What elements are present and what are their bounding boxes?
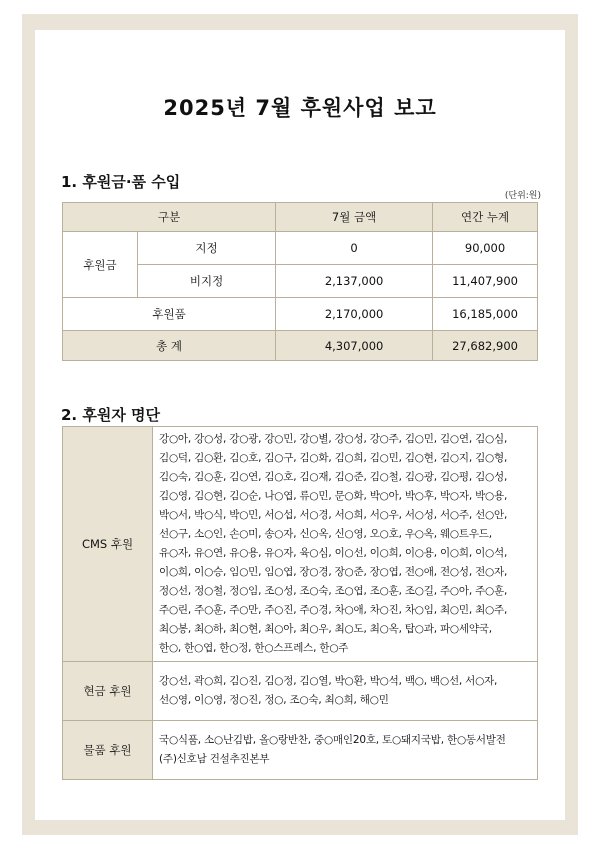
goods-month: 2,170,000: [276, 298, 433, 331]
list-item: 주○린, 주○훈, 주○만, 주○진, 주○경, 차○애, 차○진, 차○임, 최○민, 최○주,: [159, 604, 508, 616]
cash-donor-list: [153, 662, 538, 721]
list-item: 한○, 한○엽, 한○정, 한○스프레스, 한○주: [159, 642, 349, 654]
total-month: 4,307,000: [276, 331, 433, 361]
total-label: 총 계: [63, 331, 276, 361]
goods-donor-list: [153, 721, 538, 780]
table-header-row: [63, 203, 538, 232]
list-item: (주)신호남 건설추진본부: [159, 753, 270, 765]
table-row: [63, 662, 538, 721]
list-item: 강○아, 강○성, 강○광, 강○민, 강○별, 강○성, 강○주, 김○민, 김○연, 김○심,: [159, 433, 508, 445]
table-row: [63, 298, 538, 331]
section-heading-donors: 2. 후원자 명단: [61, 406, 161, 424]
total-row: [63, 331, 538, 361]
list-item: 김○숙, 김○훈, 김○연, 김○호, 김○재, 김○준, 김○철, 김○광, 김○평, 김○성,: [159, 471, 508, 483]
cash-donation-label: 현금 후원: [63, 662, 153, 721]
list-item: 강○선, 곽○희, 김○진, 김○정, 김○열, 박○환, 박○석, 백○, 백○선, 서○자,: [159, 675, 498, 687]
table-row: [63, 232, 538, 265]
unit-label: (단위:원): [504, 191, 541, 201]
table-row: [63, 427, 538, 662]
list-item: 최○봉, 최○하, 최○현, 최○아, 최○우, 최○도, 최○옥, 탑○과, 파○세약국,: [159, 623, 492, 635]
header-category: 구분: [63, 203, 276, 232]
section-heading-income: 1. 후원금·품 수입: [61, 173, 181, 191]
list-item: 김○영, 김○현, 김○순, 나○엽, 류○민, 문○화, 박○아, 박○후, 박○자, 박○용,: [159, 490, 508, 502]
nondesignated-label: 비지정: [138, 265, 276, 298]
document-page: [35, 30, 565, 820]
designated-label: 지정: [138, 232, 276, 265]
nondesignated-year: 11,407,900: [433, 265, 538, 298]
list-item: 국○식품, 소○난김밥, 올○랑반찬, 중○매인20호, 토○돼지국밥, 한○동서발전: [159, 734, 506, 746]
total-year: 27,682,900: [433, 331, 538, 361]
donor-table: [62, 426, 538, 780]
goods-year: 16,185,000: [433, 298, 538, 331]
income-table: [62, 202, 538, 361]
goods-label: 후원품: [63, 298, 276, 331]
header-annual-total: 연간 누계: [433, 203, 538, 232]
list-item: 선○구, 소○인, 손○미, 송○자, 신○옥, 신○영, 오○호, 우○옥, 웨○트우드,: [159, 528, 492, 540]
goods-donation-label: 물품 후원: [63, 721, 153, 780]
list-item: 김○덕, 김○환, 김○호, 김○구, 김○화, 김○희, 김○민, 김○현, 김○지, 김○형,: [159, 452, 508, 464]
nondesignated-month: 2,137,000: [276, 265, 433, 298]
header-month-amount: 7월 금액: [276, 203, 433, 232]
cash-label: 후원금: [63, 232, 138, 298]
page-title: 2025년 7월 후원사업 보고: [163, 96, 437, 120]
designated-year: 90,000: [433, 232, 538, 265]
list-item: 유○자, 유○연, 유○용, 유○자, 육○심, 이○선, 이○희, 이○용, 이○희, 이○석,: [159, 547, 508, 559]
cms-donor-list: [153, 427, 538, 662]
list-item: 이○희, 이○승, 임○민, 임○엽, 장○경, 장○준, 장○엽, 전○애, 전○성, 전○자,: [159, 566, 508, 578]
table-row: [63, 721, 538, 780]
list-item: 선○영, 이○영, 정○진, 정○, 조○숙, 최○희, 해○민: [159, 694, 389, 706]
cms-label: CMS 후원: [63, 427, 153, 662]
list-item: 정○선, 정○철, 정○임, 조○성, 조○숙, 조○엽, 조○훈, 조○길, 주○아, 주○훈,: [159, 585, 508, 597]
list-item: 박○서, 박○식, 박○민, 서○섭, 서○경, 서○희, 서○우, 서○성, 서○주, 선○안,: [159, 509, 508, 521]
designated-month: 0: [276, 232, 433, 265]
